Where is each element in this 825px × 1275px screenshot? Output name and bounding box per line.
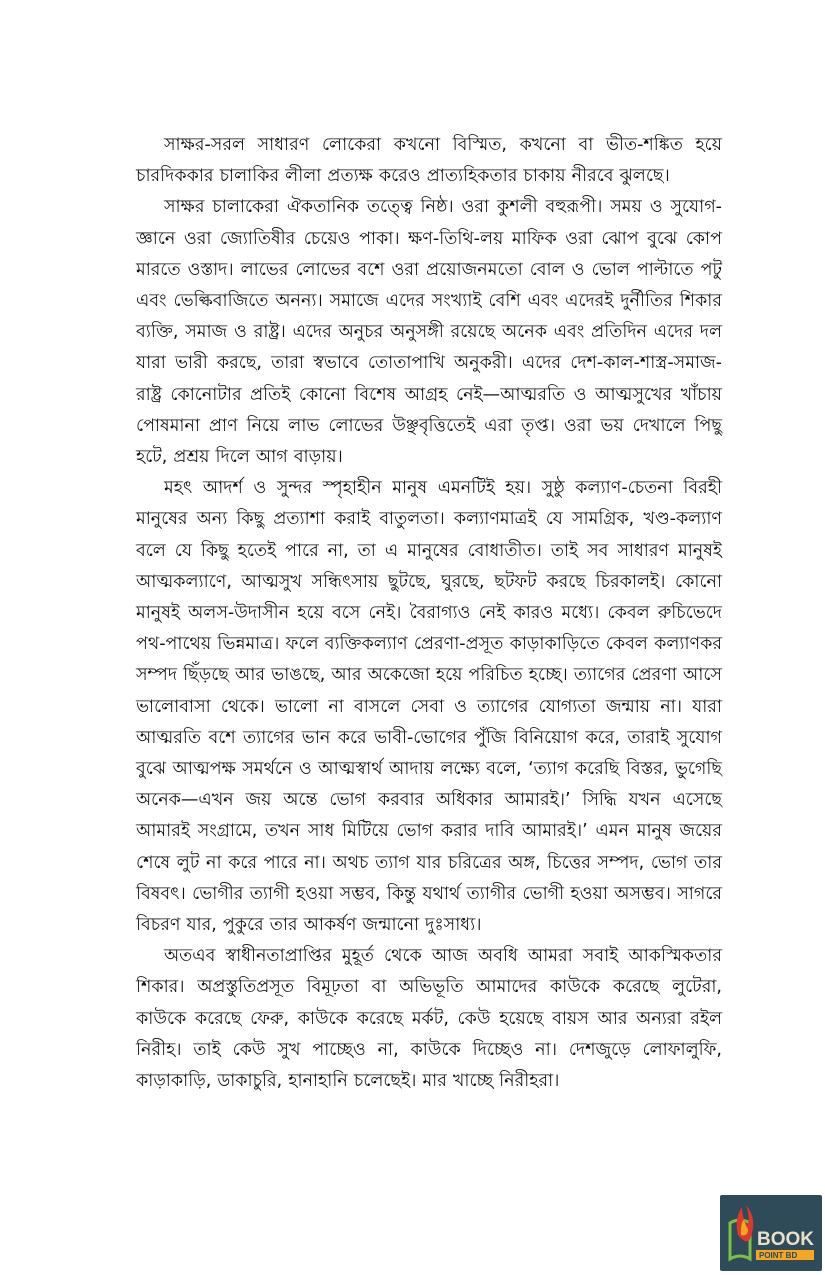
book-flame-logo-icon bbox=[720, 1195, 822, 1271]
logo-main-text: BOOK bbox=[757, 1229, 814, 1250]
logo-sub-text: POINT BD bbox=[759, 1251, 798, 1260]
paragraph-3: মহৎ আদর্শ ও সুন্দর স্পৃহাহীন মানুষ এমনটিই হয়। সুষ্ঠু কল্যাণ-চেতনা বিরহী মানুষের অন্য কিছু প্রত্যাশা করাই বাতুলতা। কল্যাণমাত্রই যে সামগ্রিক, খণ্ড-কল্যাণ বলে যে কিছু হতেই পারে না, তা এ মানুষের বোধাতীত। তাই সব সাধারণ মানুষই আত্মকল্যাণে, আত্মসুখ সন্ধিৎসায় ছুটছে, ঘুরছে, ছটফট করছে চিরকালই। কোনো মানুষই অলস-উদাসীন হয়ে বসে নেই। বৈরাগ্যও নেই কারও মধ্যে। কেবল রুচিভেদে পথ-পাথেয় ভিন্নমাত্র। ফলে ব্যক্তিকল্যাণ প্রেরণা-প্রসূত কাড়াকাড়িতে কেবল কল্যাণকর সম্পদ ছিঁড়ছে আর ভাঙছে, আর অকেজো হয়ে পরিচিত হচ্ছে। ত্যাগের প্রেরণা আসে ভালোবাসা থেকে। ভালো না বাসলে সেবা ও ত্যাগের যোগ্যতা জন্মায় না। যারা আত্মরতি বশে ত্যাগের ভান করে ভাবী-ভোগের পুঁজি বিনিয়োগ করে, তারাই সুযোগ বুঝে আত্মপক্ষ সমর্থনে ও আত্মস্বার্থ আদায় লক্ষ্যে বলে, ‘ত্যাগ করেছি বিস্তর, ভুগেছি অনেক—এখন জয় অন্তে ভোগ করবার অধিকার আমারই।’ সিদ্ধি যখন এসেছে আমারই সংগ্রামে, তখন সাধ মিটিয়ে ভোগ করার দাবি আমারই।’ এমন মানুষ জয়ের শেষে লুট না করে পারে না। অথচ ত্যাগ যার চরিত্রের অঙ্গ, চিত্তের সম্পদ, ভোগ তার বিষবৎ। ভোগীর ত্যাগী হওয়া সম্ভব, কিন্তু যথার্থ ত্যাগীর ভোগী হওয়া অসম্ভব। সাগরে বিচরণ যার, পুকুরে তার আকর্ষণ জন্মানো দুঃসাধ্য। bbox=[136, 478, 722, 936]
bookpoint-logo bbox=[720, 1195, 822, 1271]
paragraph-4: অতএব স্বাধীনতাপ্রাপ্তির মুহূর্ত থেকে আজ অবধি আমরা সবাই আকস্মিকতার শিকার। অপ্রস্তুতিপ্রসূত বিমূঢ়তা বা অভিভূতি আমাদের কাউকে করেছে লুটেরা, কাউকে করেছে ফেরু, কাউকে করেছে মর্কট, কেউ হয়েছে বায়স আর অন্যরা রইল নিরীহ। তাই কেউ সুখ পাচ্ছেও না, কাউকে দিচ্ছেও না। দেশজুড়ে লোফালুফি, কাড়াকাড়ি, ডাকাচুরি, হানাহানি চলেছেই। মার খাচ্ছে নিরীহরা। bbox=[136, 946, 722, 1092]
paragraph-2: সাক্ষর চালাকেরা ঐকতানিক তত্ত্বে নিষ্ঠ। ওরা কুশলী বহুরূপী। সময় ও সুযোগ-জ্ঞানে ওরা জ্যোতিষীর চেয়েও পাকা। ক্ষণ-তিথি-লয় মাফিক ওরা ঝোপ বুঝে কোপ মারতে ওস্তাদ। লাভের লোভের বশে ওরা প্রয়োজনমতো বোল ও ভোল পাল্টাতে পটু এবং ভেল্কিবাজিতে অনন্য। সমাজে এদের সংখ্যাই বেশি এবং এদেরই দুর্নীতির শিকার ব্যক্তি, সমাজ ও রাষ্ট্র। এদের অনুচর অনুসঙ্গী রয়েছে অনেক এবং প্রতিদিন এদের দল যারা ভারী করছে, তারা স্বভাবে তোতাপাখি অনুকরী। এদের দেশ-কাল-শাস্ত্র-সমাজ-রাষ্ট্র কোনোটার প্রতিই কোনো বিশেষ আগ্রহ নেই—আত্মরতি ও আত্মসুখের খাঁচায় পোষমানা প্রাণ নিয়ে লাভ লোভের উঞ্ছবৃত্তিতেই এরা তৃপ্ত। ওরা ভয় দেখালে পিছু হটে, প্রশ্রয় দিলে আগ বাড়ায়। bbox=[136, 197, 722, 468]
paragraph-1: সাক্ষর-সরল সাধারণ লোকেরা কখনো বিস্মিত, কখনো বা ভীত-শঙ্কিত হয়ে চারদিককার চালাকির লীলা প্রত্যক্ষ করেও প্রাত্যহিকতার চাকায় নীরবে ঝুলছে। bbox=[136, 135, 722, 187]
document-body bbox=[136, 130, 722, 1097]
